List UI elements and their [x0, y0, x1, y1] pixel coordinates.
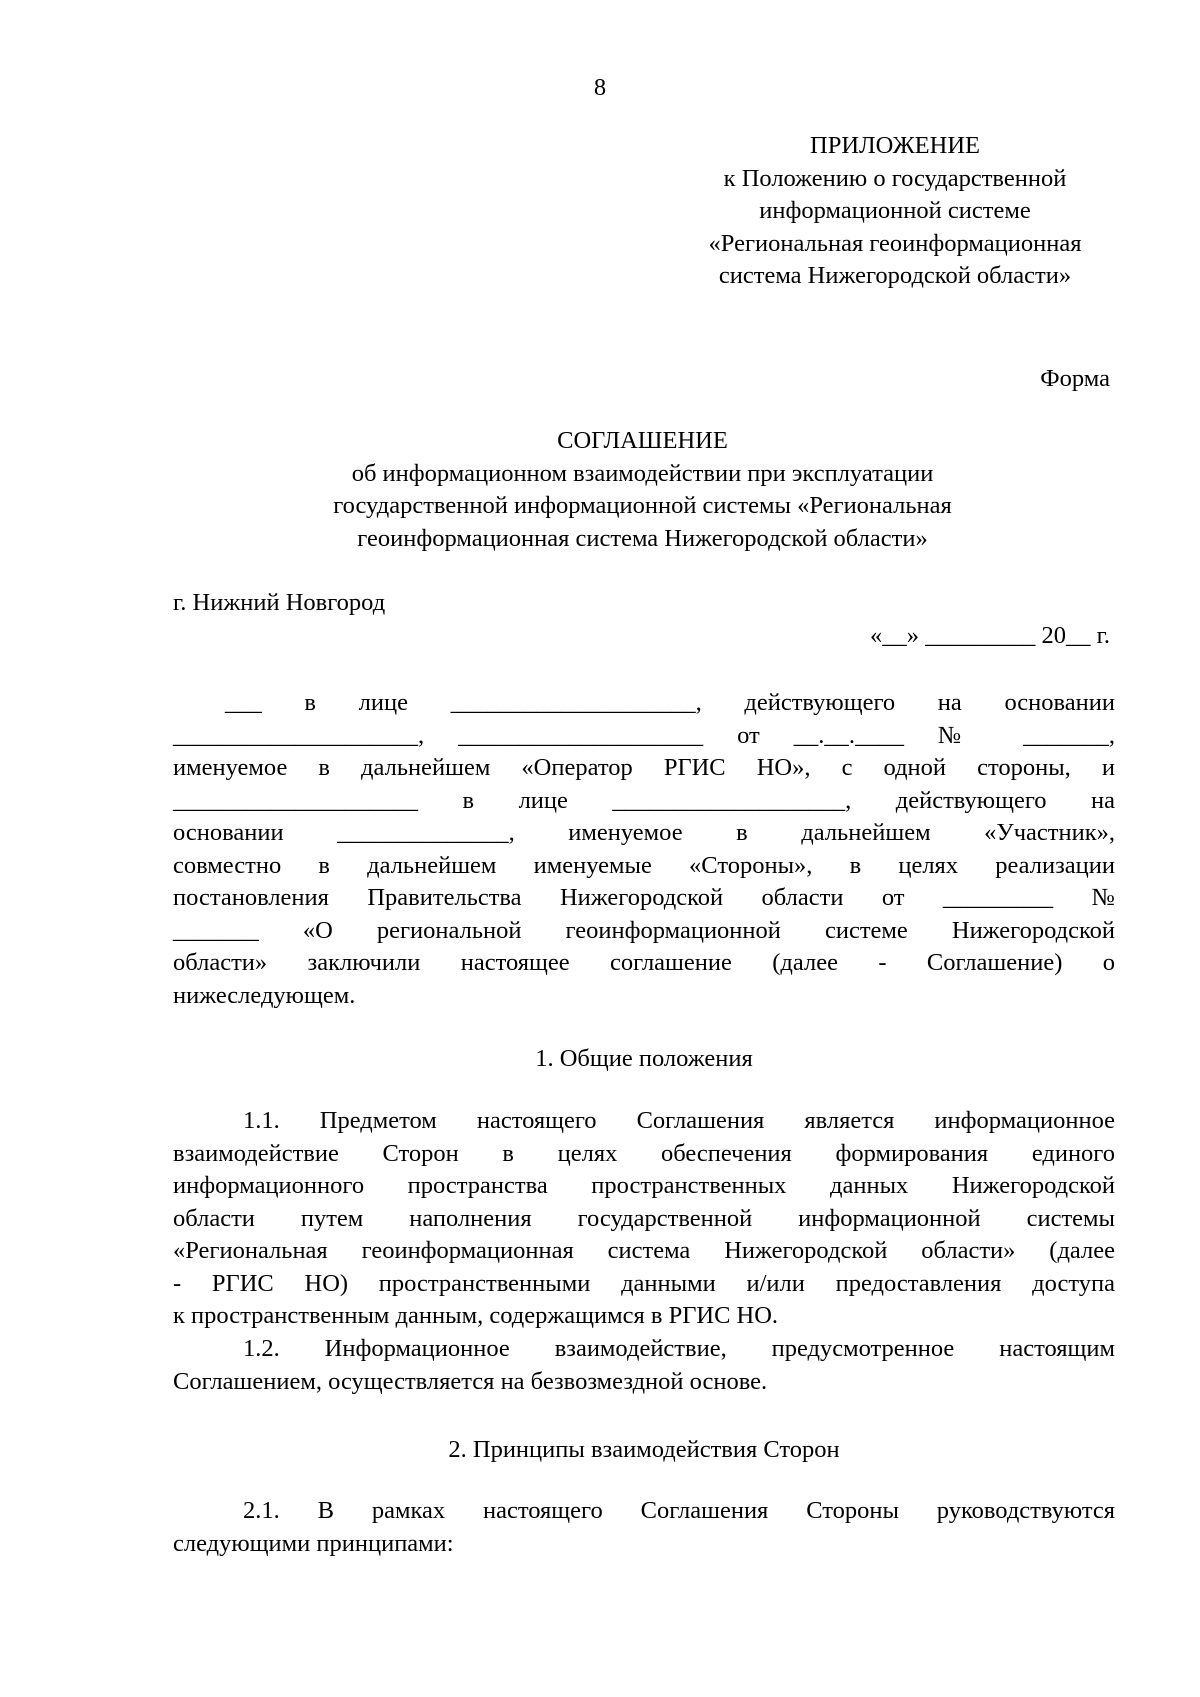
appendix-line: система Нижегородской области» — [718, 262, 1072, 289]
agreement-subtitle-line: геоинформационная система Нижегородской области» — [357, 524, 928, 552]
text-line: _______ «О региональной геоинформационной системе Нижегородской — [173, 916, 1115, 944]
section-heading-2: 2. Принципы взаимодействия Сторон — [448, 1436, 840, 1463]
text-line: взаимодействие Сторон в целях обеспечения формирования единого — [173, 1139, 1115, 1167]
text-line: ___ в лице ____________________, действующего на основании — [225, 689, 1115, 716]
form-label: Форма — [1040, 365, 1110, 392]
text-line: к пространственным данным, содержащимся в РГИС НО. — [173, 1302, 779, 1329]
text-line: именуемое в дальнейшем «Оператор РГИС НО», с одной стороны, и — [173, 754, 1115, 781]
text-line: «Региональная геоинформационная система Нижегородской области» (далее — [173, 1237, 1115, 1264]
appendix-line: «Региональная геоинформационная — [708, 229, 1082, 257]
paragraph-1-1 — [173, 1105, 1115, 1333]
section-heading-1: 1. Общие положения — [535, 1045, 753, 1072]
paragraph-1-2 — [173, 1333, 1115, 1398]
date-line: «__» _________ 20__ г. — [869, 622, 1110, 649]
page-number: 8 — [593, 74, 607, 101]
appendix-header — [660, 130, 1130, 293]
agreement-title — [170, 425, 1115, 555]
text-line: 1.2. Информационное взаимодействие, предусмотренное настоящим — [243, 1335, 1115, 1362]
text-line: информационного пространства пространственных данных Нижегородской — [173, 1172, 1115, 1199]
agreement-subtitle-line: государственной информационной системы «Региональная — [333, 492, 952, 519]
text-line: следующими принципами: — [173, 1529, 454, 1557]
text-line: совместно в дальнейшем именуемые «Стороны», в целях реализации — [173, 851, 1115, 879]
text-line: основании ______________, именуемое в дальнейшем «Участник», — [173, 819, 1115, 846]
text-line: - РГИС НО) пространственными данными и/или предоставления доступа — [173, 1269, 1115, 1297]
paragraph-2-1 — [173, 1495, 1115, 1560]
appendix-title: ПРИЛОЖЕНИЕ — [810, 132, 980, 159]
text-line: ____________________ в лице ___________________, действующего на — [173, 786, 1115, 814]
appendix-line: к Положению о государственной — [723, 164, 1067, 192]
city-line: г. Нижний Новгород — [173, 589, 386, 616]
text-line: 2.1. В рамках настоящего Соглашения Стороны руководствуются — [243, 1497, 1115, 1524]
preamble-paragraph — [173, 687, 1115, 1012]
text-line: области» заключили настоящее соглашение (далее - Соглашение) о — [173, 949, 1115, 976]
text-line: области путем наполнения государственной информационной системы — [173, 1204, 1115, 1232]
agreement-subtitle-line: об информационном взаимодействии при эксплуатации — [351, 459, 934, 487]
text-line: постановления Правительства Нижегородской области от _________ № — [173, 884, 1115, 911]
text-line: Соглашением, осуществляется на безвозмездной основе. — [173, 1367, 768, 1395]
text-line: 1.1. Предметом настоящего Соглашения является информационное — [243, 1107, 1115, 1134]
appendix-line: информационной системе — [759, 197, 1031, 224]
text-line: ____________________, ____________________ от __.__.____ № _______, — [173, 721, 1115, 749]
agreement-heading: СОГЛАШЕНИЕ — [557, 427, 728, 454]
text-line: нижеследующем. — [173, 981, 356, 1009]
